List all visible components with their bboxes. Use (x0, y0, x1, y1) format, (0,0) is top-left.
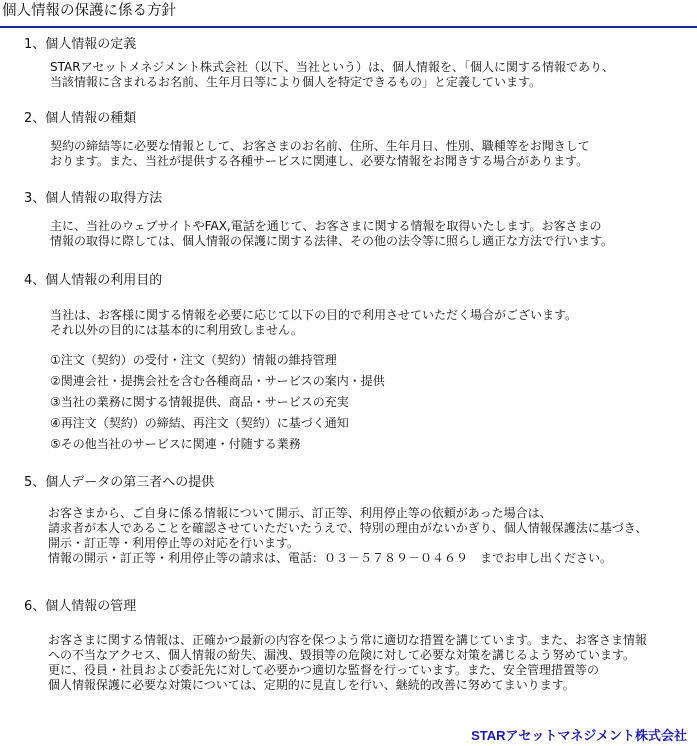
section-6-body (48, 633, 647, 693)
section-1-heading: 1、個人情報の定義 (24, 37, 137, 52)
section-1-body (50, 60, 614, 90)
purpose-list (50, 350, 385, 455)
section-4-line: それ以外の目的には基本的に利用致しません。 (50, 323, 303, 337)
section-2-heading: 2、個人情報の種類 (24, 111, 137, 126)
section-3-heading: 3、個人情報の取得方法 (24, 191, 163, 206)
purpose-list-item: ④再注文（契約）の締結、再注文（契約）に基づく通知 (50, 416, 349, 430)
purpose-list-item: ②関連会社・提携会社を含む各種商品・サービスの案内・提供 (50, 374, 385, 388)
section-5-body (48, 506, 647, 566)
section-6-heading: 6、個人情報の管理 (24, 599, 137, 614)
footer-company-name: STARアセットマネジメント株式会社 (471, 728, 687, 743)
section-4-line: 当社は、お客様に関する情報を必要に応じて以下の目的で利用させていただく場合がございます。 (50, 308, 578, 322)
section-6-line: 個人情報保護に必要な対策については、定期的に見直しを行い、継続的改善に努めてまいります。 (48, 678, 575, 692)
section-1-line: 当該情報に含まれるお名前、生年月日等により個人を特定できるもの」と定義しています。 (50, 75, 542, 89)
section-1-line: STARアセットメネジメント株式会社（以下、当社という）は、個人情報を、「個人に関する情報であり、 (50, 60, 614, 74)
section-3-body (50, 219, 613, 249)
section-5-line: 請求者が本人であることを確認させていただいたうえで、特別の理由がないかぎり、個人情報保護法に基づき、 (48, 521, 648, 535)
section-5-line: 開示・訂正等・利用停止等の対応を行います。 (48, 536, 300, 550)
section-5-heading: 5、個人データの第三者への提供 (24, 475, 215, 490)
section-5-line: 情報の開示・訂正等・利用停止等の請求は、電話：０３－５７８９－０４６９ までお申し出ください。 (48, 551, 613, 565)
purpose-list-item: ③当社の業務に関する情報提供、商品・サービスの充実 (50, 395, 349, 409)
section-6-line: お客さまに関する情報は、正確かつ最新の内容を保つよう常に適切な措置を講じています。また、お客さま情報 (48, 633, 648, 647)
section-3-line: 主に、当社のウェブサイトやFAX,電話を通じて、お客さまに関する情報を取得いたします。お客さまの (50, 219, 602, 233)
title-divider (0, 26, 697, 28)
purpose-list-item: ⑤その他当社のサービスに関連・付随する業務 (50, 437, 301, 451)
section-4-body (50, 308, 577, 338)
page-title: 個人情報の保護に係る方針 (2, 3, 176, 19)
section-3-line: 情報の取得に際しては、個人情報の保護に関する法律、その他の法令等に照らし適正な方法で行います。 (50, 234, 614, 248)
section-2-body (50, 139, 590, 169)
section-6-line: への不当なアクセス、個人情報の紛失、漏洩、毀損等の危険に対して必要な対策を講じるよう努めています。 (48, 648, 636, 662)
section-5-line: お客さまから、ご自身に係る情報について開示、訂正等、利用停止等の依頼があった場合は、 (48, 506, 552, 520)
section-2-line: 契約の締結等に必要な情報として、お客さまのお名前、住所、生年月日、性別、職種等をお聞きして (50, 139, 590, 153)
section-2-line: おります。また、当社が提供する各種サービスに関連し、必要な情報をお聞きする場合があります。 (50, 154, 589, 168)
section-4-heading: 4、個人情報の利用目的 (24, 273, 163, 288)
section-6-line: 更に、役員・社員および委託先に対して必要かつ適切な監督を行っています。また、安全管理措置等の (48, 663, 600, 677)
purpose-list-item: ①注文（契約）の受付・注文（契約）情報の維持管理 (50, 353, 337, 367)
